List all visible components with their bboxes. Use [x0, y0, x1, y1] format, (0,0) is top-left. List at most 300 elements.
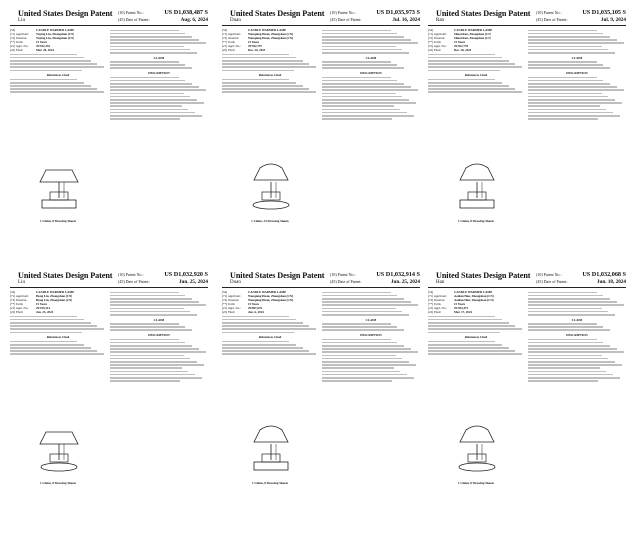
text-line: [322, 298, 404, 300]
text-line: [428, 60, 509, 62]
text-line: [322, 118, 392, 120]
text-line: [222, 347, 303, 349]
drawing-area: [442, 410, 512, 474]
field-label: (21) Appl. No.:: [10, 44, 29, 48]
claim-heading: CLAIM: [365, 55, 377, 60]
text-line: [322, 342, 397, 344]
text-line: [222, 332, 294, 334]
field-row: [222, 48, 318, 52]
date-label: (45) Date of Patent:: [330, 17, 362, 22]
text-line: [110, 301, 199, 303]
text-line: [222, 316, 289, 318]
text-line: [110, 355, 184, 357]
description-heading: DESCRIPTION: [566, 71, 588, 76]
text-line: [110, 42, 206, 44]
text-line: [322, 33, 397, 35]
text-line: [110, 345, 192, 347]
text-line: [322, 329, 404, 331]
text-line: [110, 109, 188, 111]
inventor-short: Liu: [18, 280, 25, 285]
text-line: [528, 371, 606, 373]
text-line: [10, 322, 91, 324]
text-line: [110, 115, 202, 117]
text-line: [528, 99, 615, 101]
text-line: [10, 341, 77, 343]
patent-header: [222, 271, 420, 288]
patent-number: US D1,032,068 S: [582, 271, 626, 278]
text-line: [110, 323, 179, 325]
text-line: [428, 319, 502, 321]
text-line: [110, 308, 184, 310]
field-value: 29/932,797: [248, 44, 263, 48]
text-line: [222, 82, 296, 84]
drawing-area: [236, 148, 306, 212]
text-line: [110, 80, 185, 82]
text-line: [528, 342, 603, 344]
text-line: [428, 350, 515, 352]
text-line: [222, 353, 316, 355]
field-label: (22) Filed:: [428, 48, 442, 52]
text-line: [10, 91, 104, 93]
patent-date: Aug. 6, 2024: [180, 17, 208, 23]
description-heading: DESCRIPTION: [148, 71, 170, 76]
patent-no-label: (10) Patent No.:: [118, 272, 144, 277]
text-line: [110, 364, 204, 366]
text-line: [222, 328, 316, 330]
text-line: [528, 292, 597, 294]
claim-heading: CLAIM: [153, 55, 165, 60]
text-line: [322, 39, 411, 41]
text-line: [428, 316, 495, 318]
field-label: (71) Applicant:: [428, 294, 447, 298]
text-line: [528, 109, 606, 111]
text-line: [322, 348, 411, 350]
field-label: (**) Term:: [222, 302, 236, 306]
patent-page: [424, 268, 630, 530]
field-label: (**) Term:: [10, 40, 24, 44]
patent-header: [222, 9, 420, 26]
patent-no-label: (10) Patent No.:: [330, 272, 356, 277]
inventor-short: Liu: [18, 18, 25, 23]
text-line: [10, 88, 97, 90]
text-line: [528, 112, 613, 114]
inventor-short: Han: [436, 280, 445, 285]
right-column: [528, 290, 626, 383]
field-label: (22) Filed:: [10, 48, 24, 52]
text-line: [110, 64, 185, 66]
text-line: [528, 80, 603, 82]
field-label: (71) Applicant:: [222, 294, 241, 298]
field-value: Hong Liu, Zhongshan (CN): [36, 294, 73, 298]
text-line: [528, 361, 615, 363]
lamp-drawing-icon: [24, 148, 94, 212]
text-line: [322, 311, 402, 313]
text-line: [10, 57, 84, 59]
field-label: (54): [222, 28, 228, 32]
text-line: [428, 66, 522, 68]
text-line: [110, 67, 192, 69]
field-value: 15 Years: [454, 302, 466, 306]
date-label: (45) Date of Patent:: [330, 279, 362, 284]
text-line: [222, 60, 303, 62]
left-column: [10, 290, 106, 485]
text-line: [322, 351, 418, 353]
text-line: [322, 364, 416, 366]
patent-number: US D1,038,487 S: [164, 9, 208, 16]
field-label: (22) Filed:: [222, 48, 236, 52]
text-line: [322, 99, 409, 101]
doc-title: United States Design Patent: [18, 9, 113, 18]
references-heading: References Cited: [46, 73, 70, 78]
text-line: [322, 304, 418, 306]
text-line: [222, 63, 309, 65]
text-line: [428, 82, 502, 84]
text-line: [322, 96, 402, 98]
text-line: [322, 358, 402, 360]
text-line: [110, 377, 202, 379]
field-label: (21) Appl. No.:: [428, 306, 447, 310]
text-line: [428, 79, 495, 81]
left-column: [222, 28, 318, 223]
text-line: [428, 322, 509, 324]
field-label: (72) Inventor:: [222, 36, 240, 40]
doc-title: United States Design Patent: [230, 271, 325, 280]
doc-title: United States Design Patent: [18, 271, 113, 280]
patent-header: [10, 9, 208, 26]
text-line: [222, 322, 303, 324]
lamp-drawing-icon: [236, 148, 306, 212]
text-line: [110, 339, 179, 341]
text-line: [110, 304, 206, 306]
field-value: Shuai Ran, Zhongshan (CN): [454, 36, 492, 40]
date-label: (45) Date of Patent:: [118, 279, 150, 284]
patent-date: Jun. 18, 2024: [596, 279, 626, 285]
field-label: (71) Applicant:: [428, 32, 447, 36]
text-line: [110, 374, 195, 376]
field-label: (**) Term:: [222, 40, 236, 44]
field-label: (72) Inventor:: [10, 36, 28, 40]
text-line: [222, 85, 303, 87]
references-heading: References Cited: [258, 335, 282, 340]
text-line: [322, 46, 396, 48]
text-line: [222, 325, 309, 327]
text-line: [10, 325, 97, 327]
patent-page: [218, 6, 424, 268]
text-line: [322, 83, 404, 85]
field-value: CANDLE WARMER LAMP: [248, 290, 287, 294]
drawing-area: [442, 148, 512, 212]
text-line: [322, 80, 397, 82]
text-line: [110, 367, 182, 369]
left-column: [10, 28, 106, 223]
field-row: [428, 48, 524, 52]
field-row: [222, 310, 318, 314]
text-line: [110, 380, 180, 382]
patent-date: Jun. 25, 2024: [390, 279, 420, 285]
text-line: [110, 86, 199, 88]
date-label: (45) Date of Patent:: [536, 279, 568, 284]
field-label: (22) Filed:: [222, 310, 236, 314]
text-line: [222, 341, 289, 343]
references-heading: References Cited: [46, 335, 70, 340]
field-row: [428, 310, 524, 314]
text-line: [322, 112, 407, 114]
lamp-drawing-icon: [236, 410, 306, 474]
text-line: [528, 323, 597, 325]
text-line: [10, 85, 91, 87]
field-value: Wenqiang Duan, Zhongshan (CN): [248, 36, 294, 40]
field-value: Jan. 23, 2024: [36, 310, 54, 314]
text-line: [10, 79, 77, 81]
text-line: [322, 52, 409, 54]
field-value: Wenqiang Duan, Zhongshan (CN): [248, 294, 294, 298]
text-line: [322, 61, 391, 63]
text-line: [528, 46, 602, 48]
patent-number: US D1,032,914 S: [376, 271, 420, 278]
text-line: [110, 30, 179, 32]
text-line: [322, 361, 409, 363]
field-value: CANDLE WARMER LAMP: [454, 290, 493, 294]
text-line: [528, 61, 597, 63]
text-line: [322, 93, 396, 95]
text-line: [322, 380, 392, 382]
text-line: [110, 292, 179, 294]
text-line: [528, 49, 608, 51]
field-label: (22) Filed:: [428, 310, 442, 314]
field-value: Jun. 6, 2024: [248, 310, 264, 314]
field-label: (71) Applicant:: [10, 294, 29, 298]
text-line: [428, 353, 522, 355]
text-line: [10, 60, 91, 62]
field-value: Dec. 26, 2023: [248, 48, 266, 52]
text-line: [110, 96, 190, 98]
field-label: (22) Filed:: [10, 310, 24, 314]
field-value: 15 Years: [454, 40, 466, 44]
text-line: [110, 89, 206, 91]
text-line: [428, 341, 495, 343]
text-line: [528, 36, 610, 38]
field-row: [10, 310, 106, 314]
field-value: CANDLE WARMER LAMP: [36, 28, 75, 32]
text-line: [528, 345, 610, 347]
text-line: [110, 39, 199, 41]
references-heading: References Cited: [464, 73, 488, 78]
text-line: [110, 371, 188, 373]
field-value: 29/919,314: [36, 306, 51, 310]
field-value: 29/934,475: [454, 306, 469, 310]
text-line: [528, 102, 622, 104]
field-label: (**) Term:: [428, 40, 442, 44]
text-line: [528, 311, 608, 313]
field-label: (**) Term:: [428, 302, 442, 306]
lamp-drawing-icon: [442, 148, 512, 212]
date-label: (45) Date of Patent:: [118, 17, 150, 22]
text-line: [10, 66, 104, 68]
text-line: [110, 105, 182, 107]
text-line: [528, 83, 610, 85]
text-line: [428, 85, 509, 87]
field-value: Wenqiang Duan, Zhongshan (CN): [248, 32, 294, 36]
field-label: (71) Applicant:: [10, 32, 29, 36]
field-value: Wenqiang Duan, Zhongshan (CN): [248, 298, 294, 302]
text-line: [428, 88, 515, 90]
field-value: 15 Years: [36, 302, 48, 306]
figures-caption: 1 Claim, 8 Drawing Sheets: [39, 481, 77, 485]
description-heading: DESCRIPTION: [566, 333, 588, 338]
field-label: (54): [428, 28, 434, 32]
text-line: [322, 371, 400, 373]
text-line: [110, 358, 190, 360]
text-line: [222, 66, 316, 68]
text-line: [222, 91, 316, 93]
text-line: [322, 36, 404, 38]
text-line: [528, 308, 602, 310]
text-line: [528, 39, 617, 41]
text-line: [110, 361, 197, 363]
text-line: [322, 308, 396, 310]
text-line: [222, 319, 296, 321]
left-column: [428, 290, 524, 485]
field-value: CANDLE WARMER LAMP: [454, 28, 493, 32]
text-line: [528, 339, 597, 341]
patent-page: [6, 268, 212, 530]
text-line: [110, 351, 206, 353]
field-value: CANDLE WARMER LAMP: [36, 290, 75, 294]
doc-title: United States Design Patent: [436, 9, 531, 18]
text-line: [528, 358, 608, 360]
text-line: [322, 323, 391, 325]
drawing-area: [236, 410, 306, 474]
field-label: (21) Appl. No.:: [222, 44, 241, 48]
text-line: [528, 115, 620, 117]
text-line: [428, 63, 515, 65]
text-line: [110, 326, 185, 328]
field-label: (21) Appl. No.:: [222, 306, 241, 310]
figures-caption: 1 Claim, 8 Drawing Sheets: [457, 219, 495, 223]
field-value: 29/922,778: [454, 44, 469, 48]
field-value: Yuying Liu, Zhongshan (CN): [36, 36, 75, 40]
text-line: [10, 350, 97, 352]
field-value: 15 Years: [248, 302, 260, 306]
text-line: [10, 319, 84, 321]
text-line: [528, 89, 624, 91]
field-value: Hong Liu, Zhongshan (CN): [36, 298, 73, 302]
text-line: [528, 67, 610, 69]
text-line: [222, 54, 289, 56]
text-line: [322, 292, 391, 294]
text-line: [528, 367, 600, 369]
field-label: (72) Inventor:: [428, 298, 446, 302]
field-value: Aodian Han, Zhongshan (CN): [454, 294, 494, 298]
text-line: [528, 314, 615, 316]
figures-caption: 1 Claim, 8 Drawing Sheets: [39, 219, 77, 223]
references-heading: References Cited: [464, 335, 488, 340]
text-line: [428, 328, 522, 330]
field-value: Yuying Liu, Zhongshan (CN): [36, 32, 75, 36]
text-line: [528, 351, 624, 353]
references-heading: References Cited: [258, 73, 282, 78]
field-label: (54): [10, 290, 16, 294]
text-line: [528, 298, 610, 300]
description-heading: DESCRIPTION: [148, 333, 170, 338]
description-heading: DESCRIPTION: [360, 71, 382, 76]
text-line: [528, 86, 617, 88]
text-line: [322, 314, 409, 316]
field-value: CANDLE WARMER LAMP: [248, 28, 287, 32]
text-line: [110, 83, 192, 85]
text-line: [110, 102, 204, 104]
text-line: [428, 344, 502, 346]
right-column: [528, 28, 626, 121]
text-line: [10, 353, 104, 355]
field-label: (54): [10, 28, 16, 32]
text-line: [10, 344, 84, 346]
text-line: [10, 54, 77, 56]
text-line: [110, 46, 184, 48]
text-line: [528, 96, 608, 98]
field-value: Dec. 28, 2023: [454, 48, 472, 52]
text-line: [528, 355, 602, 357]
field-label: (72) Inventor:: [428, 36, 446, 40]
figures-caption: 1 Claim, 8 Drawing Sheets: [251, 481, 289, 485]
text-line: [528, 118, 598, 120]
field-label: (21) Appl. No.:: [428, 44, 447, 48]
description-heading: DESCRIPTION: [360, 333, 382, 338]
field-label: (54): [428, 290, 434, 294]
text-line: [528, 301, 617, 303]
text-line: [322, 89, 418, 91]
text-line: [428, 325, 515, 327]
text-line: [528, 105, 600, 107]
text-line: [110, 112, 195, 114]
figures-caption: 1 Claim, 24 Drawing Sheets: [251, 219, 289, 223]
text-line: [322, 102, 416, 104]
text-line: [322, 64, 397, 66]
text-line: [428, 70, 500, 72]
text-line: [10, 82, 84, 84]
field-row: [10, 48, 106, 52]
patent-no-label: (10) Patent No.:: [536, 272, 562, 277]
right-column: [110, 290, 208, 383]
field-label: (54): [222, 290, 228, 294]
left-column: [222, 290, 318, 485]
doc-title: United States Design Patent: [436, 271, 531, 280]
text-line: [222, 79, 289, 81]
text-line: [528, 374, 613, 376]
text-line: [110, 61, 179, 63]
inventor-short: Duan: [230, 280, 241, 285]
text-line: [110, 118, 180, 120]
text-line: [528, 326, 603, 328]
text-line: [528, 295, 603, 297]
text-line: [322, 367, 394, 369]
patent-date: Jul. 16, 2024: [392, 17, 420, 23]
text-line: [10, 70, 82, 72]
text-line: [222, 57, 296, 59]
text-line: [10, 328, 104, 330]
field-label: (21) Appl. No.:: [10, 306, 29, 310]
claim-heading: CLAIM: [153, 317, 165, 322]
drawing-area: [24, 410, 94, 474]
text-line: [428, 347, 509, 349]
text-line: [322, 301, 411, 303]
text-line: [10, 63, 97, 65]
text-line: [222, 350, 309, 352]
patent-header: [10, 271, 208, 288]
field-value: 29/932,335: [36, 44, 51, 48]
field-value: 15 Years: [248, 40, 260, 44]
patent-no-label: (10) Patent No.:: [330, 10, 356, 15]
